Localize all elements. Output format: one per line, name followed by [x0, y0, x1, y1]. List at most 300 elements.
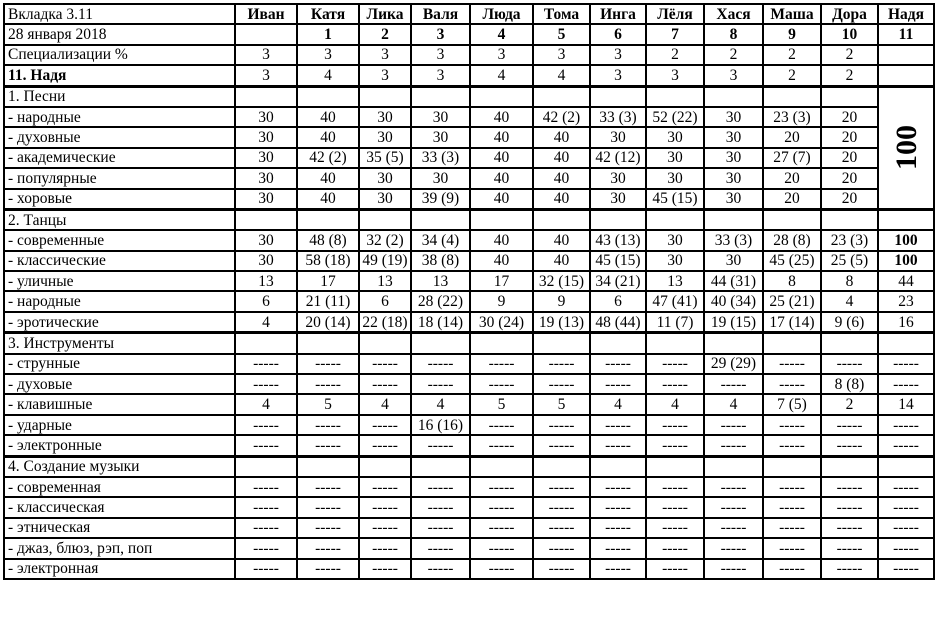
table-cell: 45 (15) [590, 251, 646, 271]
table-cell: 20 [821, 127, 878, 147]
table-cell: ----- [878, 559, 934, 579]
table-cell: 40 [533, 148, 590, 168]
table-cell: 25 (21) [763, 291, 821, 311]
table-cell: 4 [590, 394, 646, 414]
row-label: - этническая [4, 518, 235, 538]
table-cell: ----- [235, 538, 297, 558]
table-row [4, 148, 934, 168]
empty-cell [704, 333, 763, 354]
table-cell: 28 (22) [411, 291, 470, 311]
table-cell: ----- [646, 354, 704, 374]
section-title: 3. Инструменты [4, 333, 235, 354]
table-cell: ----- [297, 497, 359, 517]
nadya-row [4, 65, 934, 86]
table-cell: ----- [533, 477, 590, 497]
table-cell: ----- [411, 374, 470, 394]
table-cell: 43 (13) [590, 230, 646, 250]
section-title: 1. Песни [4, 86, 235, 107]
table-cell: 30 [590, 127, 646, 147]
table-row [4, 394, 934, 414]
table-cell: ----- [590, 559, 646, 579]
empty-cell [411, 86, 470, 107]
table-cell: 18 (14) [411, 312, 470, 333]
table-cell: 13 [235, 271, 297, 291]
spec-value: 2 [763, 45, 821, 65]
spec-value: 3 [533, 45, 590, 65]
empty-cell [590, 209, 646, 230]
table-cell: ----- [533, 538, 590, 558]
column-number [235, 24, 297, 44]
table-cell: ----- [704, 477, 763, 497]
empty-cell [297, 209, 359, 230]
spec-value: 3 [235, 45, 297, 65]
table-cell: ----- [878, 435, 934, 456]
empty-cell [590, 86, 646, 107]
table-cell: 30 [704, 251, 763, 271]
row-label: - духовые [4, 374, 235, 394]
empty-cell [704, 86, 763, 107]
row-label: - классическая [4, 497, 235, 517]
column-number: 3 [411, 24, 470, 44]
table-cell: ----- [878, 374, 934, 394]
table-cell: 5 [470, 394, 533, 414]
table-cell: 13 [359, 271, 411, 291]
table-cell: 42 (2) [533, 107, 590, 127]
table-cell: 30 [646, 230, 704, 250]
nadya-value: 3 [590, 65, 646, 86]
table-cell: 27 (7) [763, 148, 821, 168]
table-cell: 30 [235, 251, 297, 271]
table-cell: ----- [704, 374, 763, 394]
column-name: Инга [590, 4, 646, 24]
nadya-value: 3 [646, 65, 704, 86]
table-cell: ----- [704, 435, 763, 456]
table-cell: 100 [878, 230, 934, 250]
table-cell: 16 (16) [411, 415, 470, 435]
table-cell: 9 [470, 291, 533, 311]
section-title: 4. Создание музыки [4, 456, 235, 477]
table-cell: ----- [763, 354, 821, 374]
table-cell: ----- [646, 415, 704, 435]
table-cell: ----- [533, 518, 590, 538]
table-cell: ----- [235, 415, 297, 435]
row-label: - электронная [4, 559, 235, 579]
table-cell: ----- [821, 477, 878, 497]
table-cell: ----- [533, 497, 590, 517]
table-cell: ----- [590, 497, 646, 517]
table-cell: 34 (21) [590, 271, 646, 291]
table-cell: 40 [470, 230, 533, 250]
table-cell: ----- [821, 559, 878, 579]
table-row [4, 477, 934, 497]
table-cell: ----- [533, 415, 590, 435]
empty-cell [297, 86, 359, 107]
nadya-value [878, 65, 934, 86]
table-cell: 2 [821, 394, 878, 414]
table-cell: 30 [646, 251, 704, 271]
spec-row [4, 45, 934, 65]
empty-cell [411, 456, 470, 477]
table-row [4, 559, 934, 579]
empty-cell [533, 333, 590, 354]
column-name: Люда [470, 4, 533, 24]
table-cell: ----- [359, 354, 411, 374]
column-number: 9 [763, 24, 821, 44]
header-numbers-row [4, 24, 934, 44]
table-cell: 20 [821, 168, 878, 188]
table-cell: 40 [297, 127, 359, 147]
table-cell: 22 (18) [359, 312, 411, 333]
empty-cell [821, 209, 878, 230]
row-label: - уличные [4, 271, 235, 291]
row-label: - ударные [4, 415, 235, 435]
table-cell: ----- [763, 374, 821, 394]
empty-cell [235, 456, 297, 477]
table-cell: ----- [821, 538, 878, 558]
table-cell: ----- [411, 559, 470, 579]
table-cell: 30 [235, 148, 297, 168]
table-cell: 20 [763, 127, 821, 147]
empty-cell [821, 333, 878, 354]
empty-cell [590, 333, 646, 354]
table-cell: 9 (6) [821, 312, 878, 333]
empty-cell [297, 456, 359, 477]
column-name: Хася [704, 4, 763, 24]
table-cell: 30 [704, 107, 763, 127]
table-cell: 40 [533, 189, 590, 210]
table-cell: ----- [470, 497, 533, 517]
table-cell: ----- [235, 518, 297, 538]
table-cell: 16 [878, 312, 934, 333]
table-cell: 33 (3) [411, 148, 470, 168]
table-cell: 40 [470, 251, 533, 271]
header-names-row [4, 4, 934, 24]
spec-value [878, 45, 934, 65]
empty-cell [359, 456, 411, 477]
column-number: 5 [533, 24, 590, 44]
table-cell: 40 [533, 230, 590, 250]
table-cell: ----- [704, 518, 763, 538]
column-name: Лёля [646, 4, 704, 24]
table-cell: ----- [235, 477, 297, 497]
table-cell: 13 [646, 271, 704, 291]
table-cell: 4 [235, 394, 297, 414]
table-cell: 30 [235, 127, 297, 147]
empty-cell [470, 456, 533, 477]
table-cell: ----- [878, 354, 934, 374]
nadya-value: 2 [763, 65, 821, 86]
spec-value: 3 [297, 45, 359, 65]
table-cell: ----- [704, 415, 763, 435]
table-cell: 6 [590, 291, 646, 311]
empty-cell [646, 209, 704, 230]
column-name: Надя [878, 4, 934, 24]
table-cell: 39 (9) [411, 189, 470, 210]
table-cell: 17 (14) [763, 312, 821, 333]
empty-cell [704, 456, 763, 477]
row-label: - клавишные [4, 394, 235, 414]
column-name: Тома [533, 4, 590, 24]
nadya-value: 3 [235, 65, 297, 86]
empty-cell [821, 86, 878, 107]
table-cell: 45 (15) [646, 189, 704, 210]
spec-value: 3 [359, 45, 411, 65]
table-cell: 4 [411, 394, 470, 414]
empty-cell [646, 333, 704, 354]
table-body [4, 4, 934, 579]
table-cell: 30 [704, 168, 763, 188]
nadya-value: 3 [704, 65, 763, 86]
table-cell: 100 [878, 251, 934, 271]
empty-cell [359, 86, 411, 107]
table-cell: ----- [470, 477, 533, 497]
row-label: - народные [4, 291, 235, 311]
empty-cell [533, 456, 590, 477]
table-cell: ----- [704, 497, 763, 517]
table-cell: ----- [821, 518, 878, 538]
table-row [4, 127, 934, 147]
table-cell: ----- [235, 354, 297, 374]
table-cell: 6 [359, 291, 411, 311]
section-title: 2. Танцы [4, 209, 235, 230]
table-cell: 34 (4) [411, 230, 470, 250]
spec-label: Специализации % [4, 45, 235, 65]
table-cell: 30 [704, 189, 763, 210]
table-cell: ----- [359, 559, 411, 579]
table-cell: ----- [590, 538, 646, 558]
spec-value: 3 [470, 45, 533, 65]
table-row [4, 107, 934, 127]
table-cell: 8 [763, 271, 821, 291]
table-cell: ----- [297, 518, 359, 538]
empty-cell [646, 86, 704, 107]
column-number: 2 [359, 24, 411, 44]
table-cell: ----- [359, 435, 411, 456]
table-cell: 48 (44) [590, 312, 646, 333]
empty-cell [470, 333, 533, 354]
table-cell: ----- [821, 354, 878, 374]
empty-cell [470, 209, 533, 230]
table-cell: 29 (29) [704, 354, 763, 374]
nadya-value: 2 [821, 65, 878, 86]
spec-value: 3 [411, 45, 470, 65]
table-cell: 30 (24) [470, 312, 533, 333]
table-cell: ----- [533, 435, 590, 456]
table-cell: ----- [878, 477, 934, 497]
table-cell: 7 (5) [763, 394, 821, 414]
table-cell: 5 [533, 394, 590, 414]
table-cell: ----- [763, 559, 821, 579]
column-number: 6 [590, 24, 646, 44]
table-cell: 20 [821, 107, 878, 127]
table-cell: ----- [359, 374, 411, 394]
table-cell: ----- [533, 354, 590, 374]
empty-cell [533, 86, 590, 107]
column-name: Лика [359, 4, 411, 24]
table-cell: ----- [297, 415, 359, 435]
table-cell: ----- [763, 477, 821, 497]
table-cell: 30 [646, 168, 704, 188]
table-cell: 30 [359, 107, 411, 127]
table-cell: 40 [297, 189, 359, 210]
table-cell: ----- [411, 538, 470, 558]
table-cell: 30 [411, 127, 470, 147]
table-row [4, 435, 934, 456]
spec-value: 2 [821, 45, 878, 65]
table-cell: ----- [470, 559, 533, 579]
table-cell: ----- [590, 354, 646, 374]
table-cell: 30 [235, 168, 297, 188]
empty-cell [878, 209, 934, 230]
table-cell: ----- [590, 435, 646, 456]
table-cell: ----- [878, 497, 934, 517]
nadya-value: 4 [533, 65, 590, 86]
table-cell: 4 [704, 394, 763, 414]
empty-cell [878, 456, 934, 477]
table-row [4, 230, 934, 250]
column-number: 4 [470, 24, 533, 44]
table-cell: ----- [646, 435, 704, 456]
table-cell: ----- [235, 374, 297, 394]
table-cell: ----- [763, 518, 821, 538]
empty-cell [235, 209, 297, 230]
table-cell: ----- [235, 435, 297, 456]
column-name: Валя [411, 4, 470, 24]
table-cell: 20 (14) [297, 312, 359, 333]
empty-cell [763, 333, 821, 354]
table-cell: 11 (7) [646, 312, 704, 333]
column-name: Маша [763, 4, 821, 24]
table-cell: 40 [297, 168, 359, 188]
table-cell: 30 [590, 189, 646, 210]
empty-cell [646, 456, 704, 477]
songs-title-row [4, 86, 934, 107]
table-cell: ----- [590, 518, 646, 538]
table-cell: 32 (2) [359, 230, 411, 250]
table-cell: ----- [646, 497, 704, 517]
dances-title-row [4, 209, 934, 230]
table-cell: ----- [470, 435, 533, 456]
table-cell: 30 [235, 107, 297, 127]
table-cell: 52 (22) [646, 107, 704, 127]
table-cell: 40 [533, 127, 590, 147]
table-row [4, 497, 934, 517]
empty-cell [763, 456, 821, 477]
table-cell: 40 (34) [704, 291, 763, 311]
table-cell: ----- [821, 415, 878, 435]
column-number: 11 [878, 24, 934, 44]
table-cell: ----- [821, 435, 878, 456]
table-row [4, 251, 934, 271]
table-cell: 14 [878, 394, 934, 414]
table-cell: 13 [411, 271, 470, 291]
table-cell: 30 [646, 148, 704, 168]
empty-cell [763, 209, 821, 230]
table-cell: 5 [297, 394, 359, 414]
table-cell: 4 [821, 291, 878, 311]
table-cell: 49 (19) [359, 251, 411, 271]
table-cell: 30 [411, 107, 470, 127]
empty-cell [359, 209, 411, 230]
table-row [4, 354, 934, 374]
tab-title: Вкладка 3.11 [4, 4, 235, 24]
table-cell: ----- [297, 374, 359, 394]
table-cell: ----- [411, 518, 470, 538]
row-label: - электронные [4, 435, 235, 456]
table-cell: 20 [763, 168, 821, 188]
table-cell: 30 [359, 168, 411, 188]
column-name: Дора [821, 4, 878, 24]
table-cell: 48 (8) [297, 230, 359, 250]
table-cell: ----- [878, 518, 934, 538]
table-cell: ----- [235, 559, 297, 579]
table-cell: 17 [470, 271, 533, 291]
table-row [4, 415, 934, 435]
table-cell: 17 [297, 271, 359, 291]
table-cell: 58 (18) [297, 251, 359, 271]
nadya-value: 4 [297, 65, 359, 86]
table-cell: 32 (15) [533, 271, 590, 291]
music-title-row [4, 456, 934, 477]
spec-value: 3 [590, 45, 646, 65]
table-row [4, 271, 934, 291]
table-cell: 30 [704, 127, 763, 147]
table-cell: ----- [411, 497, 470, 517]
table-cell: 23 [878, 291, 934, 311]
table-cell: 33 (3) [704, 230, 763, 250]
table-cell: ----- [878, 538, 934, 558]
skills-table [3, 3, 935, 580]
row-label: - джаз, блюз, рэп, поп [4, 538, 235, 558]
empty-cell [297, 333, 359, 354]
table-cell: ----- [297, 477, 359, 497]
table-row [4, 538, 934, 558]
table-cell: ----- [235, 497, 297, 517]
table-cell: 23 (3) [821, 230, 878, 250]
table-cell: ----- [359, 497, 411, 517]
table-cell: 30 [235, 230, 297, 250]
table-cell: ----- [470, 538, 533, 558]
table-cell: ----- [763, 415, 821, 435]
table-cell: 21 (11) [297, 291, 359, 311]
table-cell: ----- [590, 415, 646, 435]
table-cell: 42 (2) [297, 148, 359, 168]
table-cell: ----- [411, 435, 470, 456]
nadya-value: 3 [359, 65, 411, 86]
row-label: - современные [4, 230, 235, 250]
column-name: Иван [235, 4, 297, 24]
empty-cell [878, 333, 934, 354]
table-cell: ----- [411, 477, 470, 497]
nadya-label: 11. Надя [4, 65, 235, 86]
table-cell: 30 [646, 127, 704, 147]
table-cell: ----- [470, 374, 533, 394]
table-row [4, 168, 934, 188]
table-cell: 40 [533, 168, 590, 188]
table-cell: ----- [821, 497, 878, 517]
nadya-value: 4 [470, 65, 533, 86]
table-cell: 30 [359, 189, 411, 210]
table-cell: 20 [821, 148, 878, 168]
table-cell: ----- [470, 415, 533, 435]
row-label: - классические [4, 251, 235, 271]
table-cell: 33 (3) [590, 107, 646, 127]
table-cell: ----- [533, 374, 590, 394]
table-cell: ----- [297, 559, 359, 579]
row-label: - популярные [4, 168, 235, 188]
spec-value: 2 [646, 45, 704, 65]
row-label: - эротические [4, 312, 235, 333]
